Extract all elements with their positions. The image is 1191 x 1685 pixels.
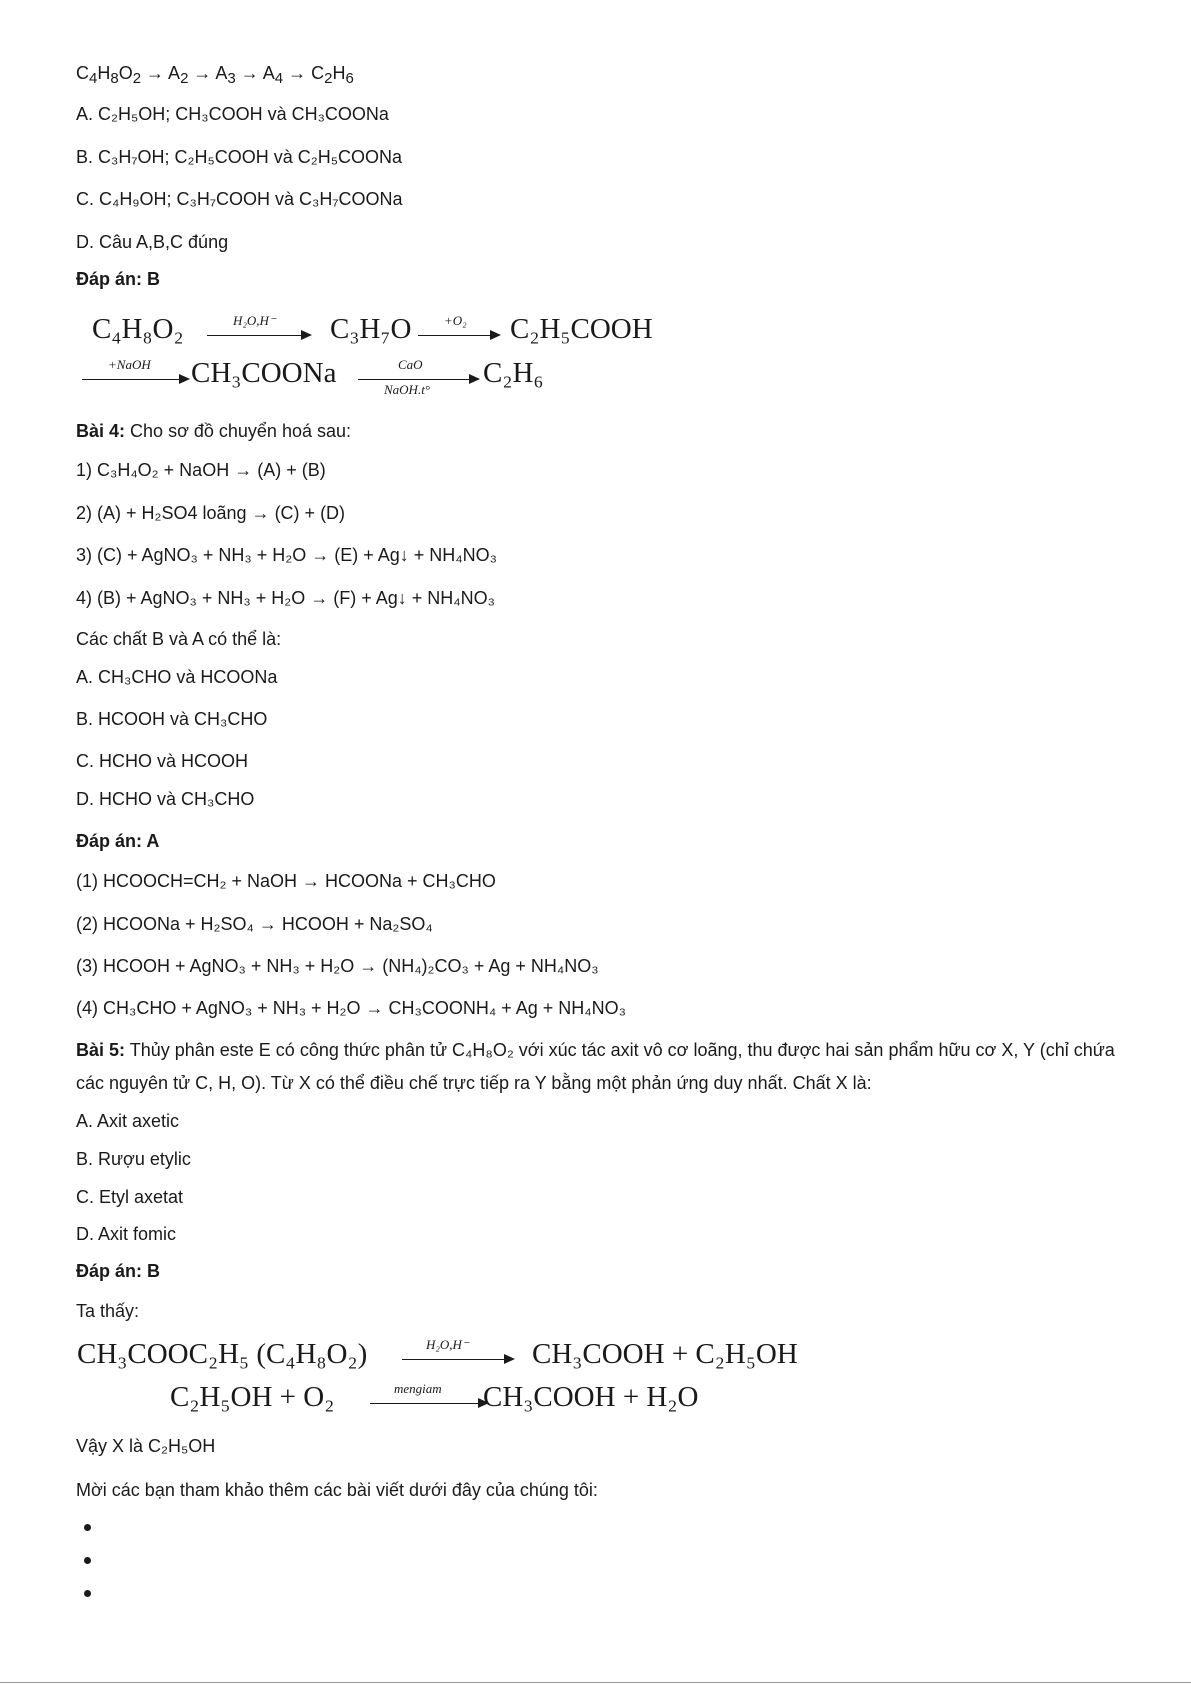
q3-cond-2: +O₂	[444, 313, 467, 328]
q4-title: Bài 4: Cho sơ đồ chuyển hoá sau:	[76, 421, 351, 441]
q5-option-b: B. Rượu etylic	[76, 1149, 191, 1169]
q5-conclusion: Vậy X là C₂H₅OH	[76, 1436, 216, 1456]
q4-reaction-3: 3) (C) + AgNO₃ + NH₃ + H₂O → (E) + Ag↓ + NH₄NO₃	[76, 545, 497, 565]
q3-cond-4-top: CaO	[398, 357, 423, 372]
footer-divider	[0, 1682, 1191, 1683]
q4-explanation-1: (1) HCOOCH=CH₂ + NaOH → HCOONa + CH₃CHO	[76, 871, 496, 891]
q3-option-a: A. C₂H₅OH; CH₃COOH và CH₃COONa	[76, 104, 389, 124]
q4-reaction-4: 4) (B) + AgNO₃ + NH₃ + H₂O → (F) + Ag↓ + NH₄NO₃	[76, 588, 495, 608]
q4-option-b: B. HCOOH và CH₃CHO	[76, 709, 268, 729]
q3-option-c: C. C₄H₉OH; C₃H₇COOH và C₃H₇COONa	[76, 189, 403, 209]
q5-option-a: A. Axit axetic	[76, 1111, 180, 1131]
q5-l1-right: CH₃COOH + C₂H₅OH	[532, 1338, 798, 1370]
q4-option-d: D. HCHO và CH₃CHO	[76, 789, 255, 809]
q4-option-a: A. CH₃CHO và HCOONa	[76, 667, 278, 687]
q5-l2-left: C₂H₅OH + O₂	[170, 1381, 335, 1413]
q3-s4: CH₃COONa	[191, 357, 337, 389]
list-item-bullet	[84, 1524, 91, 1531]
q5-intro: Ta thấy:	[76, 1301, 140, 1321]
q3-cond-3: +NaOH	[108, 357, 151, 372]
q4-reaction-2: 2) (A) + H₂SO4 loãng → (C) + (D)	[76, 503, 346, 523]
q5-text: Bài 5: Thủy phân este E có công thức phân tử C₄H₈O₂ với xúc tác axit vô cơ loãng, thu được hai sản phẩm hữu cơ X, Y (chỉ chứa các nguyên tử C, H, O). Từ X có thể điều chế trực tiếp ra Y bằng một phản ứng duy nhất. Chất X là:	[76, 1040, 1115, 1093]
q5-cond-2: mengiam	[394, 1381, 442, 1396]
q3-s5: C₂H₆	[483, 357, 544, 389]
q3-s3: C₂H₅COOH	[510, 313, 653, 345]
list-item-bullet	[84, 1590, 91, 1597]
q5-option-c: C. Etyl axetat	[76, 1187, 184, 1207]
q5-l1-left: CH₃COOC₂H₅ (C₄H₈O₂)	[77, 1338, 368, 1370]
q4-answer: Đáp án: A	[76, 831, 160, 851]
q3-option-b: B. C₃H₇OH; C₂H₅COOH và C₂H₅COONa	[76, 147, 403, 167]
q3-s1: C₄H₈O₂	[92, 313, 184, 345]
q4-question: Các chất B và A có thể là:	[76, 629, 282, 649]
q5-option-d: D. Axit fomic	[76, 1224, 177, 1244]
q4-explanation-2: (2) HCOONa + H₂SO₄ → HCOOH + Na₂SO₄	[76, 914, 433, 934]
q4-reaction-1: 1) C₃H₄O₂ + NaOH → (A) + (B)	[76, 460, 326, 480]
list-item-bullet	[84, 1557, 91, 1564]
q3-cond-4-bottom: NaOH.t°	[384, 382, 431, 397]
q5-cond-1: H₂O,H⁻	[426, 1337, 469, 1352]
q5-answer: Đáp án: B	[76, 1261, 161, 1281]
q3-cond-1: H₂O,H⁻	[233, 313, 276, 328]
q4-explanation-3: (3) HCOOH + AgNO₃ + NH₃ + H₂O → (NH₄)₂CO₃ + Ag + NH₄NO₃	[76, 956, 599, 976]
q3-chain: $C_4H_8O_2 \to A_2 \to A_3 \to A_4 \to C_2H_6$	[76, 63, 354, 87]
q3-answer: Đáp án: B	[76, 269, 161, 289]
q5-l2-right: CH₃COOH + H₂O	[483, 1381, 699, 1413]
q3-option-d: D. Câu A,B,C đúng	[76, 232, 229, 252]
q3-s2: C₃H₇O	[330, 313, 412, 345]
q4-option-c: C. HCHO và HCOOH	[76, 751, 249, 771]
q4-explanation-4: (4) CH₃CHO + AgNO₃ + NH₃ + H₂O → CH₃COONH₄ + Ag + NH₄NO₃	[76, 998, 626, 1018]
more-articles-text: Mời các bạn tham khảo thêm các bài viết dưới đây của chúng tôi:	[76, 1480, 598, 1500]
